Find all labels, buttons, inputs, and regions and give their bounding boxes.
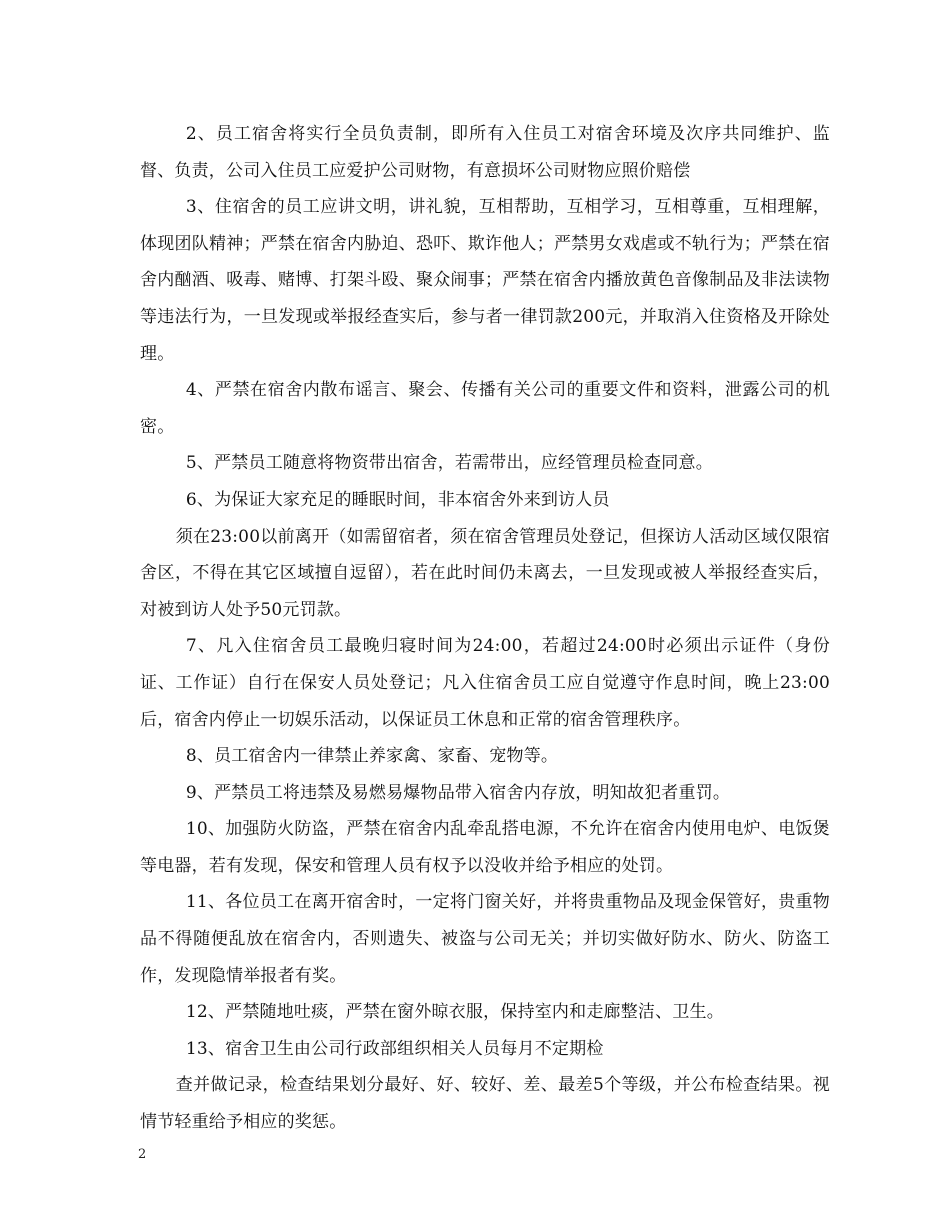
rule-paragraph-4: 4、严禁在宿舍内散布谣言、聚会、传播有关公司的重要文件和资料，泄露公司的机密。 <box>140 380 830 437</box>
page-number: 2 <box>138 1147 147 1162</box>
rule-paragraph-6-continued: 须在23:00以前离开（如需留宿者，须在宿舍管理员处登记，但探访人活动区域仅限宿舍区，不得在其它区域擅自逗留），若在此时间仍未离去，一旦发现或被人举报经查实后，对被到访人处予50元罚款。 <box>140 526 830 620</box>
rule-paragraph-6: 6、为保证大家充足的睡眠时间，非本宿舍外来到访人员 <box>185 489 610 510</box>
rule-paragraph-3: 3、住宿舍的员工应讲文明，讲礼貌，互相帮助，互相学习，互相尊重，互相理解，体现团队精神；严禁在宿舍内胁迫、恐吓、欺诈他人；严禁男女戏虐或不轨行为；严禁在宿舍内酗酒、吸毒、赌博、打架斗殴、聚众闹事；严禁在宿舍内播放黄色音像制品及非法读物等违法行为，一旦发现或举报经查实后，参与者一律罚款200元，并取消入住资格及开除处理。 <box>140 197 830 364</box>
rule-paragraph-7: 7、凡入住宿舍员工最晚归寝时间为24:00，若超过24:00时必须出示证件（身份证、工作证）自行在保安人员处登记；凡入住宿舍员工应自觉遵守作息时间，晚上23:00后，宿舍内停止一切娱乐活动，以保证员工休息和正常的宿舍管理秩序。 <box>140 636 830 730</box>
rule-paragraph-13-continued: 查并做记录，检查结果划分最好、好、较好、差、最差5个等级，并公布检查结果。视情节轻重给予相应的奖惩。 <box>140 1075 830 1133</box>
rule-paragraph-10: 10、加强防火防盗，严禁在宿舍内乱牵乱搭电源，不允许在宿舍内使用电炉、电饭煲等电器，若有发现，保安和管理人员有权予以没收并给予相应的处罚。 <box>140 819 830 876</box>
rule-paragraph-5: 5、严禁员工随意将物资带出宿舍，若需带出，应经管理员检查同意。 <box>185 453 713 474</box>
rule-paragraph-11: 11、各位员工在离开宿舍时，一定将门窗关好，并将贵重物品及现金保管好，贵重物品不得随便乱放在宿舍内，否则遗失、被盗与公司无关；并切实做好防水、防火、防盗工作，发现隐情举报者有奖。 <box>140 892 830 986</box>
rule-paragraph-9: 9、严禁员工将违禁及易燃易爆物品带入宿舍内存放，明知故犯者重罚。 <box>185 782 731 803</box>
document-body <box>140 116 830 1141</box>
rule-paragraph-12: 12、严禁随地吐痰，严禁在窗外晾衣服，保持室内和走廊整洁、卫生。 <box>185 1002 724 1023</box>
rule-paragraph-8: 8、员工宿舍内一律禁止养家禽、家畜、宠物等。 <box>185 746 559 767</box>
rule-paragraph-13: 13、宿舍卫生由公司行政部组织相关人员每月不定期检 <box>185 1038 604 1059</box>
rule-paragraph-2: 2、员工宿舍将实行全员负责制，即所有入住员工对宿舍环境及次序共同维护、监督、负责，公司入住员工应爱护公司财物，有意损坏公司财物应照价赔偿 <box>140 124 830 181</box>
